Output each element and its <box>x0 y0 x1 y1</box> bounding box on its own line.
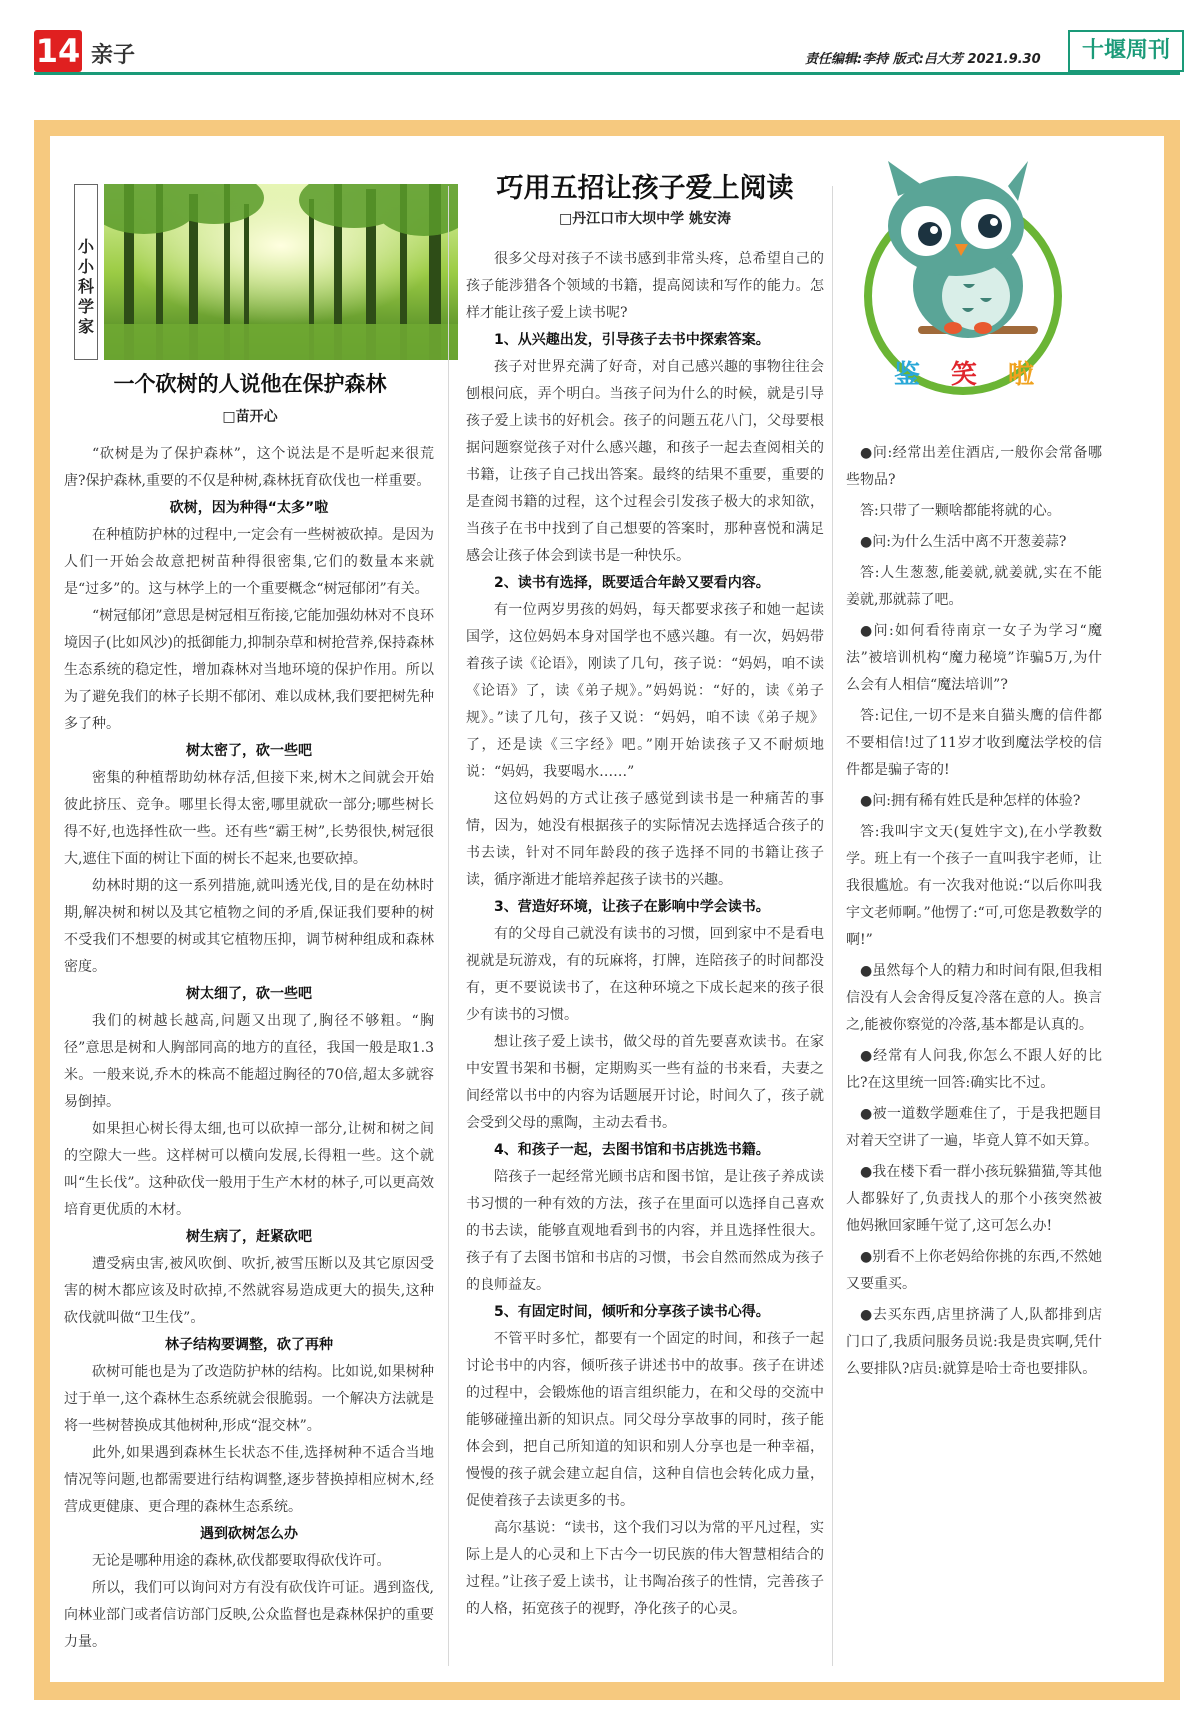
joke-item: 答:只带了一颗啥都能将就的心。 <box>860 503 1061 519</box>
badge-char-1: 鉴 <box>894 360 921 390</box>
left-article-byline: □苗开心 <box>222 409 278 425</box>
paragraph: 密集的种植帮助幼林存活,但接下来,树木之间就会开始彼此挤压、竞争。哪里长得太密,哪里就砍一部分;哪些树长得不好,也选择性砍一些。还有些“霸王树”,长势很快,树冠很大,遮住下面的树让下面的树长不起来,也要砍掉。 <box>64 770 434 867</box>
step-heading: 4、和孩子一起，去图书馆和书店挑选书籍。 <box>494 1142 770 1158</box>
editor-credits: 责任编辑:李持 版式:吕大芳 2021.9.30 <box>805 52 1041 67</box>
header-rule <box>34 72 1180 75</box>
column-label <box>74 184 98 360</box>
page-number: 14 <box>35 32 81 70</box>
paragraph: 陪孩子一起经常光顾书店和图书馆，是让孩子养成读书习惯的一种有效的方法，孩子在里面可以选择自己喜欢的书去读，能够直观地看到书的内容，并且选择性很大。孩子有了去图书馆和书店的习惯，书会自然而然成为孩子的良师益友。 <box>466 1169 824 1293</box>
paragraph: 所以，我们可以询问对方有没有砍伐许可证。遇到盗伐,向林业部门或者信访部门反映,公众监督也是森林保护的重要力量。 <box>64 1580 434 1650</box>
joke-item: 答:记住,一切不是来自猫头鹰的信件都不要相信!过了11岁才收到魔法学校的信件都是骗子寄的! <box>846 708 1102 778</box>
column-divider <box>832 186 833 1666</box>
paragraph: 在种植防护林的过程中,一定会有一些树被砍掉。是因为人们一开始会故意把树苗种得很密集,它们的数量本来就是“过多”的。这与林学上的一个重要概念“树冠郁闭”有关。 <box>64 527 434 597</box>
paragraph: “树冠郁闭”意思是树冠相互衔接,它能加强幼林对不良环境因子(比如风沙)的抵御能力,抑制杂草和树抢营养,保持森林生态系统的稳定性，增加森林对当地环境的保护作用。所以为了避免我们的林子长期不郁闭、难以成林,我们要把树先种多了种。 <box>64 608 434 732</box>
joke-item: ●虽然每个人的精力和时间有限,但我相信没有人会舍得反复冷落在意的人。换言之,能被你察觉的冷落,基本都是认真的。 <box>846 963 1102 1033</box>
paragraph: “砍树是为了保护森林”，这个说法是不是听起来很荒唐?保护森林,重要的不仅是种树,森林抚育砍伐也一样重要。 <box>64 446 434 489</box>
joke-item: 答:我叫宇文天(复姓宇文),在小学教数学。班上有一个孩子一直叫我宇老师，让我很尴尬。有一次我对他说:“以后你叫我宇文老师啊。”他愣了:“可,可您是教数学的啊!” <box>846 824 1102 948</box>
paragraph: 高尔基说：“读书，这个我们习以为常的平凡过程，实际上是人的心灵和上下古今一切民族的伟大智慧相结合的过程。”让孩子爱上读书，让书陶冶孩子的性情，完善孩子的人格，拓宽孩子的视野，净化孩子的心灵。 <box>466 1520 824 1617</box>
step-heading: 3、营造好环境，让孩子在影响中学会读书。 <box>494 899 770 915</box>
step-heading: 5、有固定时间，倾听和分享孩子读书心得。 <box>494 1304 770 1320</box>
joke-item: ●问:经常出差住酒店,一般你会常备哪些物品? <box>846 445 1102 488</box>
left-article-title: 一个砍树的人说他在保护森林 <box>113 371 387 396</box>
forest-photo <box>104 184 458 360</box>
section-heading: 林子结构要调整，砍了再种 <box>165 1337 333 1353</box>
paragraph: 砍树可能也是为了改造防护林的结构。比如说,如果树种过于单一,这个森林生态系统就会很脆弱。一个解决方法就是将一些树替换成其他树种,形成“混交林”。 <box>64 1364 434 1434</box>
joke-item: ●问:拥有稀有姓氏是种怎样的体验? <box>860 793 1081 809</box>
masthead-logo: 十堰周刊 <box>1068 30 1184 72</box>
joke-list <box>846 440 1102 1387</box>
joke-item: ●我在楼下看一群小孩玩躲猫猫,等其他人都躲好了,负责找人的那个小孩突然被他妈揪回家睡午觉了,这可怎么办! <box>846 1164 1102 1234</box>
badge-text <box>894 354 1034 391</box>
paragraph: 孩子对世界充满了好奇，对自己感兴趣的事物往往会刨根问底，弄个明白。当孩子问为什么的时候，就是引导孩子爱上读书的好机会。孩子的问题五花八门，父母要根据问题察觉孩子对什么感兴趣，和孩子一起去查阅相关的书籍，让孩子自己找出答案。最终的结果不重要，重要的是查阅书籍的过程，这个过程会引发孩子极大的求知欲，当孩子在书中找到了自己想要的答案时，那种喜悦和满足感会让孩子体会到读书是一种快乐。 <box>466 359 824 564</box>
column-divider <box>448 186 449 1666</box>
paragraph: 幼林时期的这一系列措施,就叫透光伐,目的是在幼林时期,解决树和树以及其它植物之间的矛盾,保证我们要种的树不受我们不想要的树或其它植物压抑，调节树种组成和森林密度。 <box>64 878 434 975</box>
column-label-text: 小 小 科 学 家 <box>77 237 94 336</box>
section-title: 亲子 <box>91 43 136 68</box>
joke-item: ●问:为什么生活中离不开葱姜蒜? <box>860 534 1067 550</box>
badge-char-2: 笑 <box>950 360 977 390</box>
section-heading: 树太密了，砍一些吧 <box>186 743 312 759</box>
section-heading: 砍树，因为种得“太多”啦 <box>169 500 329 516</box>
paragraph: 有的父母自己就没有读书的习惯，回到家中不是看电视就是玩游戏，有的玩麻将，打牌，连陪孩子的时间都没有，更不要说读书了，在这种环境之下成长起来的孩子很少有读书的习惯。 <box>466 926 824 1023</box>
joke-item: ●别看不上你老妈给你挑的东西,不然她又要重买。 <box>846 1249 1102 1292</box>
step-heading: 1、从兴趣出发，引导孩子去书中探索答案。 <box>494 332 770 348</box>
badge-char-3: 啦 <box>1007 360 1034 390</box>
paragraph: 有一位两岁男孩的妈妈，每天都要求孩子和她一起读国学，这位妈妈本身对国学也不感兴趣。有一次，妈妈带着孩子读《论语》，刚读了几句，孩子说：“妈妈，咱不读《论语》了，读《弟子规》。”妈妈说：“好的，读《弟子规》。”读了几句，孩子又说：“妈妈，咱不读《弟子规》了，还是读《三字经》吧。”刚开始读孩子又不耐烦地说：“妈妈，我要喝水……” <box>466 602 824 780</box>
content-area <box>50 136 1164 1682</box>
middle-article-body <box>466 246 824 1623</box>
joke-item: ●经常有人问我,你怎么不跟人好的比比?在这里统一回答:确实比不过。 <box>846 1048 1102 1091</box>
paragraph: 这位妈妈的方式让孩子感觉到读书是一种痛苦的事情，因为，她没有根据孩子的实际情况去选择适合孩子的书去读，针对不同年龄段的孩子选择不同的书籍让孩子读，循序渐进才能培养起孩子读书的兴趣。 <box>466 791 824 888</box>
section-heading: 遇到砍树怎么办 <box>200 1526 298 1542</box>
forest-image <box>104 184 458 360</box>
section-heading: 树太细了，砍一些吧 <box>186 986 312 1002</box>
middle-article-title: 巧用五招让孩子爱上阅读 <box>496 173 794 204</box>
paragraph: 如果担心树长得太细,也可以砍掉一部分,让树和树之间的空隙大一些。这样树可以横向发展,长得粗一些。这个就叫“生长伐”。这种砍伐一般用于生产木材的林子,可以更高效培育更优质的木材。 <box>64 1121 434 1218</box>
joke-badge <box>858 156 1068 406</box>
paragraph: 此外,如果遇到森林生长状态不佳,选择树种不适合当地情况等问题,也都需要进行结构调整,逐步替换掉相应树木,经营成更健康、更合理的森林生态系统。 <box>64 1445 434 1515</box>
left-article-body <box>64 441 434 1656</box>
paragraph: 我们的树越长越高,问题又出现了,胸径不够粗。“胸径”意思是树和人胸部同高的地方的直径，我国一般是取1.3米。一般来说,乔木的株高不能超过胸径的70倍,超太多就容易倒掉。 <box>64 1013 434 1110</box>
joke-item: ●问:如何看待南京一女子为学习“魔法”被培训机构“魔力秘境”诈骗5万,为什么会有人相信“魔法培训”? <box>846 623 1102 693</box>
step-heading: 2、读书有选择，既要适合年龄又要看内容。 <box>494 575 770 591</box>
joke-item: 答:人生葱葱,能姜就,就姜就,实在不能姜就,那就蒜了吧。 <box>846 565 1102 608</box>
joke-item: ●去买东西,店里挤满了人,队都排到店门口了,我质问服务员说:我是贵宾啊,凭什么要排队?店员:就算是哈士奇也要排队。 <box>846 1307 1102 1377</box>
joke-item: ●被一道数学题难住了，于是我把题目对着天空讲了一遍，毕竟人算不如天算。 <box>846 1106 1102 1149</box>
paragraph: 不管平时多忙，都要有一个固定的时间，和孩子一起讨论书中的内容，倾听孩子讲述书中的故事。孩子在讲述的过程中，会锻炼他的语言组织能力，在和父母的交流中能够碰撞出新的知识点。同父母分享故事的同时，孩子能体会到，把自己所知道的知识和别人分享也是一种幸福，慢慢的孩子就会建立起自信，这种自信也会转化成力量，促使着孩子去读更多的书。 <box>466 1331 824 1509</box>
paragraph: 遭受病虫害,被风吹倒、吹折,被雪压断以及其它原因受害的树木都应该及时砍掉,不然就容易造成更大的损失,这种砍伐就叫做“卫生伐”。 <box>64 1256 434 1326</box>
paragraph: 想让孩子爱上读书，做父母的首先要喜欢读书。在家中安置书架和书橱，定期购买一些有益的书来看，夫妻之间经常以书中的内容为话题展开讨论，时间久了，孩子就会受到父母的熏陶，主动去看书。 <box>466 1034 824 1131</box>
middle-article-byline: □丹江口市大坝中学 姚安涛 <box>558 211 732 227</box>
paragraph: 很多父母对孩子不读书感到非常头疼，总希望自己的孩子能涉猎各个领域的书籍，提高阅读和写作的能力。怎样才能让孩子爱上读书呢? <box>466 251 824 321</box>
page-header <box>0 0 1200 90</box>
section-heading: 树生病了，赶紧砍吧 <box>186 1229 312 1245</box>
paragraph: 无论是哪种用途的森林,砍伐都要取得砍伐许可。 <box>92 1553 391 1569</box>
